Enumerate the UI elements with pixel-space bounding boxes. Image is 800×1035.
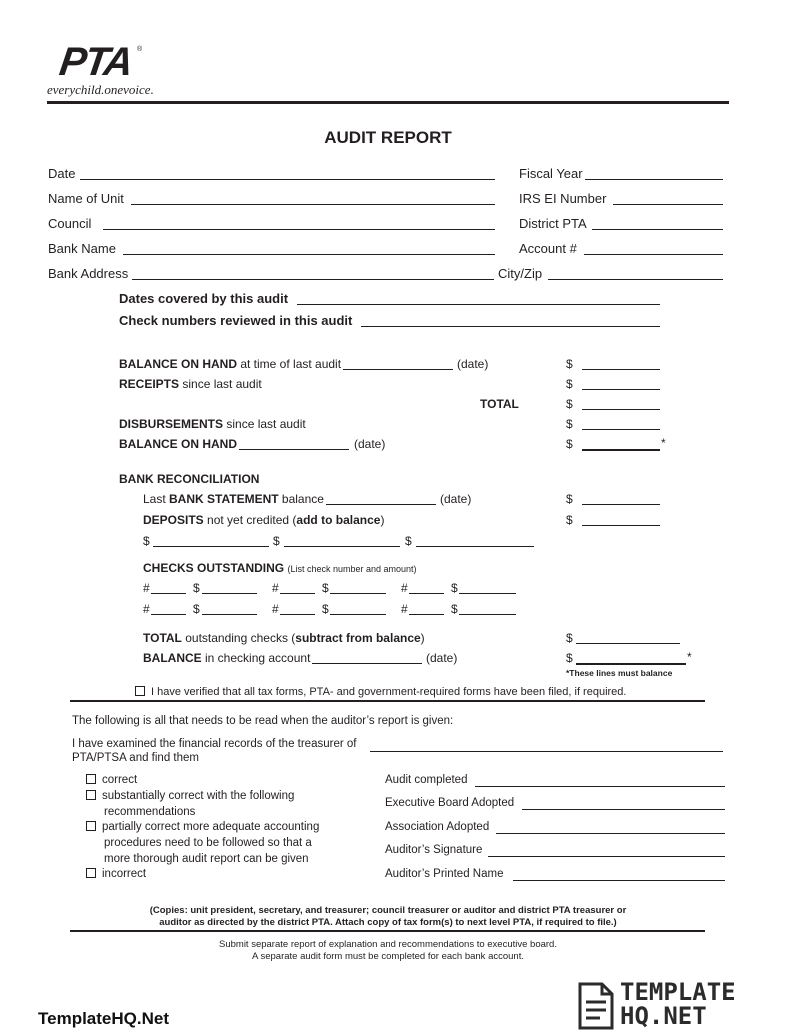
page-title: AUDIT REPORT <box>324 128 452 147</box>
balance-on-hand-label: BALANCE ON HAND <box>119 357 237 371</box>
checkbox[interactable] <box>86 821 96 831</box>
auditor-printed-name-label: Auditor’s Printed Name <box>385 868 504 880</box>
audit-completed-field[interactable] <box>475 786 725 787</box>
bank-address-label: Bank Address <box>48 266 129 281</box>
verification-checkbox[interactable] <box>135 686 145 696</box>
fiscal-year-field[interactable] <box>585 179 723 180</box>
hash-sign: # <box>401 602 408 616</box>
receipts-row <box>119 377 262 391</box>
watermark-right-line1: TEMPLATE <box>620 978 736 1006</box>
balance-on-hand-desc: at time of last audit <box>237 357 342 371</box>
checking-balance-row <box>143 651 310 665</box>
dollar-sign: $ <box>566 417 573 431</box>
check-number-field[interactable] <box>151 593 186 594</box>
hash-sign: # <box>143 581 150 595</box>
irs-ei-label: IRS EI Number <box>519 191 607 206</box>
checking-balance-label: BALANCE <box>143 651 202 665</box>
dates-covered-label: Dates covered by this audit <box>119 291 289 306</box>
account-label: Account # <box>519 241 577 256</box>
dollar-sign: $ <box>566 437 573 451</box>
audit-completed-label: Audit completed <box>385 774 468 786</box>
dollar-sign: $ <box>566 357 573 371</box>
dollar-sign: $ <box>566 397 573 411</box>
name-of-unit-field[interactable] <box>131 204 495 205</box>
submit-note-1: Submit separate report of explanation and recommendations to executive board. <box>219 939 557 950</box>
boh-date-label: (date) <box>457 357 489 371</box>
dollar-sign: $ <box>566 651 573 665</box>
pta-logo-text: PTA <box>56 40 135 84</box>
dollar-sign: $ <box>566 513 573 527</box>
checking-date-field[interactable] <box>312 663 422 664</box>
registered-mark: ® <box>137 46 143 53</box>
hash-sign: # <box>272 602 279 616</box>
option-label: incorrect <box>102 868 147 880</box>
document-icon <box>578 982 614 1030</box>
treasurer-field[interactable] <box>370 751 723 752</box>
disbursements-amount-field[interactable] <box>582 429 660 430</box>
option-line: procedures need to be followed so that a <box>104 837 312 849</box>
boh2-date-label: (date) <box>354 437 386 451</box>
dollar-sign: $ <box>273 534 280 548</box>
statement-date-label: (date) <box>440 492 472 506</box>
option-label: correct <box>102 774 138 786</box>
deposit-3-field[interactable] <box>416 546 534 547</box>
council-label: Council <box>48 216 92 231</box>
hash-sign: # <box>401 581 408 595</box>
check-number-field[interactable] <box>409 614 444 615</box>
name-of-unit-label: Name of Unit <box>48 191 124 206</box>
dollar-sign: $ <box>322 581 329 595</box>
dollar-sign: $ <box>193 602 200 616</box>
dollar-sign: $ <box>322 602 329 616</box>
bank-reconciliation-heading: BANK RECONCILIATION <box>119 472 260 486</box>
footer-rule <box>70 930 705 932</box>
watermark-right-logo <box>578 980 768 1030</box>
balance-word: balance <box>278 492 324 506</box>
hash-sign: # <box>272 581 279 595</box>
check-amount-field[interactable] <box>330 593 386 594</box>
dollar-sign: $ <box>193 581 200 595</box>
dollar-sign: $ <box>566 492 573 506</box>
boh-date-field[interactable] <box>343 369 453 370</box>
verification-row <box>135 686 626 698</box>
boh2-amount-field[interactable] <box>582 449 660 451</box>
examined-label-2: PTA/PTSA and find them <box>72 752 199 764</box>
deposits-label: DEPOSITS <box>143 513 204 527</box>
deposit-2-field[interactable] <box>284 546 400 547</box>
dates-covered-field[interactable] <box>297 304 660 305</box>
checking-balance-desc: in checking account <box>201 651 311 665</box>
disbursements-label: DISBURSEMENTS <box>119 417 224 431</box>
dollar-sign: $ <box>451 581 458 595</box>
option-line: recommendations <box>104 806 196 818</box>
copies-note-2: auditor as directed by the district PTA. Attach copy of tax form(s) to next level PTA, if required to file.) <box>159 917 617 928</box>
section-rule <box>70 700 705 702</box>
exec-board-field[interactable] <box>522 809 725 810</box>
option-label: substantially correct with the following <box>102 790 295 802</box>
exec-board-label: Executive Board Adopted <box>385 797 515 809</box>
disbursements-desc: since last audit <box>223 417 306 431</box>
city-zip-field[interactable] <box>548 279 723 280</box>
checks-outstanding-note: (List check number and amount) <box>287 564 417 574</box>
balance-on-hand-row <box>119 357 341 371</box>
close-paren: ) <box>420 631 425 645</box>
pta-tagline: everychild.onevoice. <box>47 82 154 97</box>
bank-name-label: Bank Name <box>48 241 116 256</box>
check-numbers-label: Check numbers reviewed in this audit <box>119 313 353 328</box>
check-number-field[interactable] <box>409 593 444 594</box>
deposits-amount-field[interactable] <box>582 525 660 526</box>
asterisk-mark: * <box>661 436 666 450</box>
boh2-date-field[interactable] <box>239 449 349 450</box>
deposits-desc: not yet credited ( <box>203 513 297 527</box>
total-outstanding-row <box>143 631 425 645</box>
deposit-1-field[interactable] <box>153 546 269 547</box>
dollar-sign: $ <box>405 534 412 548</box>
header-rule <box>47 101 729 104</box>
irs-ei-field[interactable] <box>613 204 723 205</box>
auditor-signature-label: Auditor’s Signature <box>385 844 483 856</box>
account-field[interactable] <box>584 254 723 255</box>
deposits-row <box>143 513 384 527</box>
pta-logo <box>56 40 135 84</box>
subtract-label: subtract from balance <box>295 631 421 645</box>
submit-note-2: A separate audit form must be completed for each bank account. <box>252 951 524 962</box>
last-word: Last <box>143 492 170 506</box>
date-label: Date <box>48 166 76 181</box>
total-amount-field[interactable] <box>582 409 660 410</box>
asterisk-mark: * <box>687 650 692 664</box>
boh-amount-field[interactable] <box>582 369 660 370</box>
receipts-amount-field[interactable] <box>582 389 660 390</box>
verification-text: I have verified that all tax forms, PTA- and government-required forms have been filed, if required. <box>151 686 627 698</box>
hash-sign: # <box>143 602 150 616</box>
check-number-field[interactable] <box>151 614 186 615</box>
statement-amount-field[interactable] <box>582 504 660 505</box>
check-amount-field[interactable] <box>330 614 386 615</box>
close-paren: ) <box>380 513 385 527</box>
watermark-left: TemplateHQ.Net <box>38 1009 169 1028</box>
examined-label: I have examined the financial records of the treasurer of <box>72 738 357 750</box>
check-number-field[interactable] <box>280 614 315 615</box>
bank-address-field[interactable] <box>132 279 494 280</box>
checks-outstanding-row <box>143 561 417 575</box>
option-correct[interactable] <box>86 774 137 786</box>
checks-outstanding-label: CHECKS OUTSTANDING <box>143 561 285 575</box>
dollar-sign: $ <box>566 631 573 645</box>
option-substantially-correct[interactable] <box>86 790 294 802</box>
date-field[interactable] <box>80 179 495 180</box>
fiscal-year-label: Fiscal Year <box>519 166 583 181</box>
dollar-sign: $ <box>143 534 150 548</box>
check-amount-field[interactable] <box>459 593 516 594</box>
check-amount-field[interactable] <box>202 593 257 594</box>
district-pta-label: District PTA <box>519 216 587 231</box>
checking-amount-field[interactable] <box>576 663 686 665</box>
council-field[interactable] <box>103 229 495 230</box>
check-numbers-field[interactable] <box>361 326 660 327</box>
bank-name-field[interactable] <box>123 254 495 255</box>
total-label: TOTAL <box>480 397 519 411</box>
checkbox[interactable] <box>86 868 96 878</box>
city-zip-label: City/Zip <box>498 266 543 281</box>
receipts-label: RECEIPTS <box>119 377 180 391</box>
option-incorrect[interactable] <box>86 868 146 880</box>
disbursements-row <box>119 417 306 431</box>
check-amount-field[interactable] <box>202 614 257 615</box>
total-outstanding-amount-field[interactable] <box>576 643 680 644</box>
add-to-balance-label: add to balance <box>296 513 381 527</box>
check-number-field[interactable] <box>280 593 315 594</box>
statement-date-field[interactable] <box>326 504 436 505</box>
checking-date-label: (date) <box>426 651 458 665</box>
district-pta-field[interactable] <box>592 229 723 230</box>
dollar-sign: $ <box>451 602 458 616</box>
auditor-printed-name-field[interactable] <box>513 880 725 881</box>
option-partially-correct[interactable] <box>86 821 319 833</box>
option-label: partially correct more adequate accounting <box>102 821 320 833</box>
receipts-desc: since last audit <box>179 377 262 391</box>
copies-note-1: (Copies: unit president, secretary, and treasurer; council treasurer or auditor and district PTA treasurer or <box>149 905 627 916</box>
total-outstanding-desc: outstanding checks ( <box>181 631 296 645</box>
auditor-intro: The following is all that needs to be read when the auditor’s report is given: <box>72 715 454 727</box>
total-outstanding-label: TOTAL <box>143 631 182 645</box>
bank-statement-label: BANK STATEMENT <box>169 492 279 506</box>
option-line: more thorough audit report can be given <box>104 853 309 865</box>
check-amount-field[interactable] <box>459 614 516 615</box>
balance-on-hand-2-label: BALANCE ON HAND <box>119 437 237 451</box>
checkbox[interactable] <box>86 790 96 800</box>
association-field[interactable] <box>496 833 725 834</box>
checkbox[interactable] <box>86 774 96 784</box>
must-balance-note: *These lines must balance <box>566 668 673 678</box>
watermark-right-line2: HQ.NET <box>620 1002 707 1030</box>
last-bank-statement-row <box>143 492 324 506</box>
dollar-sign: $ <box>566 377 573 391</box>
auditor-signature-field[interactable] <box>488 856 725 857</box>
association-label: Association Adopted <box>385 821 490 833</box>
